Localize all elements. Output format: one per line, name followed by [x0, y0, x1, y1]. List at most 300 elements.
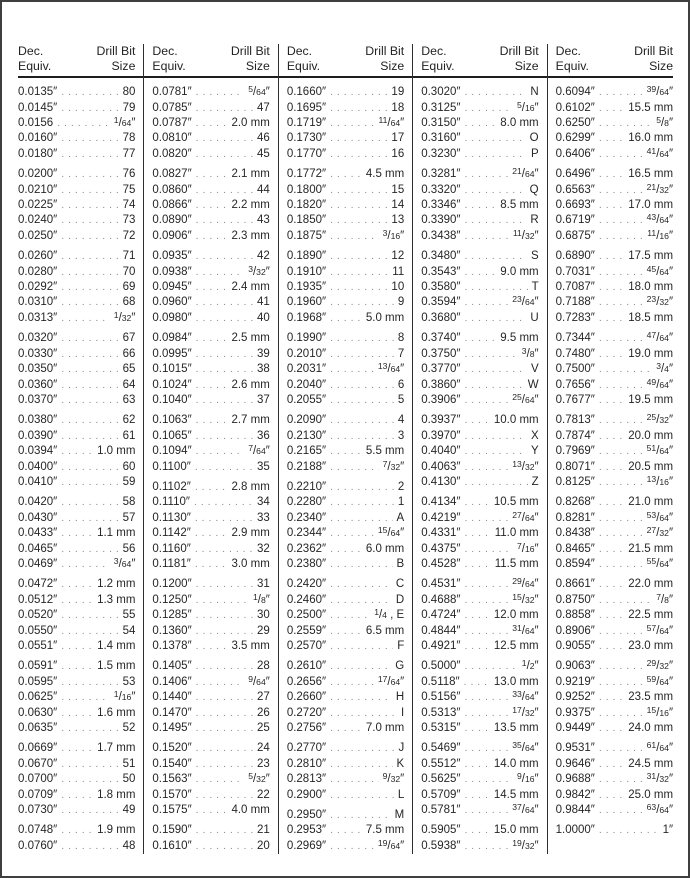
dot-leader	[61, 280, 118, 295]
decimal-equivalent-value: 0.2570″	[286, 640, 327, 652]
decimal-equivalent-value: 0.0320″	[18, 332, 58, 345]
dot-leader	[599, 772, 643, 787]
dot-leader	[330, 413, 394, 428]
dot-leader	[330, 311, 362, 326]
table-row	[287, 772, 404, 787]
dot-leader	[57, 116, 110, 131]
dot-leader	[61, 198, 118, 213]
dot-leader	[196, 741, 253, 756]
decimal-equivalent-value: 0.0820″	[152, 147, 192, 160]
drill-bit-size-value: $^3$/32″	[248, 263, 270, 278]
table-row	[287, 229, 404, 244]
decimal-equivalent-value: 0.9219″	[555, 675, 595, 688]
decimal-equivalent-value: 0.0630″	[18, 706, 58, 719]
dot-leader	[330, 706, 397, 721]
fraction-value: $^{51}$/64	[646, 442, 669, 458]
dot-leader	[61, 311, 110, 326]
dot-leader	[330, 393, 394, 408]
decimal-equivalent-value: 0.1110″	[152, 496, 190, 509]
table-row	[152, 741, 269, 756]
row-group	[152, 823, 269, 854]
decimal-equivalent-value: 0.0625″	[18, 691, 58, 704]
table-row	[152, 593, 269, 608]
dot-leader	[196, 101, 253, 116]
table-row	[18, 772, 135, 787]
drill-bit-size-value: 16.5 mm	[628, 168, 674, 181]
dot-leader	[330, 772, 379, 787]
dot-leader	[196, 295, 253, 310]
drill-bit-size-value: 17.5 mm	[628, 250, 674, 263]
dot-leader	[330, 757, 392, 772]
dot-leader	[330, 167, 362, 182]
drill-bit-size-value: 4	[397, 414, 405, 427]
dot-leader	[599, 280, 624, 295]
dot-leader	[61, 741, 93, 756]
drill-bit-size-value: $^7$/64″	[248, 442, 270, 458]
dot-leader	[464, 331, 496, 346]
fraction-value: $^5$/16	[517, 99, 535, 114]
decimal-equivalent-value: 0.5469″	[421, 742, 461, 755]
table-row	[18, 167, 135, 182]
drill-bit-size-value: 12	[391, 250, 405, 263]
drill-bit-size-value: 62	[122, 414, 136, 427]
drill-bit-size-value: $^{29}$/64″	[512, 576, 539, 591]
decimal-equivalent-value: 0.0730″	[18, 804, 58, 817]
decimal-equivalent-value: 0.1200″	[152, 578, 192, 591]
drill-bit-size-value: 19.0 mm	[628, 347, 674, 360]
dec-equiv-header	[18, 44, 51, 73]
decimal-equivalent-value: 0.4063″	[421, 460, 461, 473]
drill-bit-size-value: $^{47}$/64″	[646, 330, 674, 345]
fraction-value: $^{33}$/64	[512, 689, 535, 704]
dot-leader	[330, 460, 379, 475]
drill-bit-size-value: 57	[122, 511, 136, 524]
table-row	[18, 347, 135, 362]
drill-bit-size-value: $^9$/16″	[517, 771, 539, 786]
table-row	[421, 495, 538, 510]
drill-bit-size-value: 66	[122, 347, 136, 360]
fraction-value: $^{11}$/16	[647, 227, 669, 242]
drill-bit-size-value: 45	[257, 147, 270, 160]
table-row	[152, 495, 269, 510]
decimal-equivalent-value: 0.1181″	[152, 557, 191, 570]
table-row	[287, 295, 404, 310]
row-group	[556, 413, 673, 490]
dot-leader	[61, 839, 118, 854]
dot-leader	[599, 213, 643, 228]
fraction-value: $^1$/8	[252, 591, 266, 606]
table-row	[287, 839, 404, 854]
decimal-equivalent-value: 0.2380″	[286, 557, 327, 570]
decimal-equivalent-value: 0.2031″	[286, 363, 327, 376]
dot-leader	[61, 213, 118, 228]
table-row	[287, 608, 404, 623]
decimal-equivalent-value: 0.1160″	[152, 542, 191, 555]
drill-bit-size-header	[365, 44, 404, 73]
drill-bit-size-value: 61	[122, 429, 136, 442]
dot-leader	[330, 183, 387, 198]
decimal-equivalent-value: 0.4921″	[421, 640, 461, 652]
dot-leader	[61, 331, 118, 346]
drill-bit-size-value: 35	[257, 460, 270, 473]
drill-bit-size-value: 6.5 mm	[365, 624, 405, 637]
decimal-equivalent-value: 0.1100″	[152, 460, 191, 473]
table-row	[421, 706, 538, 721]
decimal-equivalent-value: 0.0292″	[18, 281, 58, 294]
table-row	[421, 265, 538, 280]
fraction-value: $^1$/4	[374, 607, 387, 622]
dot-leader	[196, 311, 253, 326]
dot-leader	[61, 265, 118, 280]
drill-bit-size-value: 55	[122, 609, 136, 622]
drill-bit-size-value: 32	[257, 542, 270, 555]
decimal-equivalent-value: 0.1360″	[152, 624, 192, 637]
drill-bit-size-value: $^{11}$/16″	[647, 227, 674, 242]
row-group	[556, 85, 673, 162]
size-header-line2: Size	[245, 58, 270, 73]
drill-bit-size-value: H	[395, 691, 405, 704]
drill-bit-size-value: 8.5 mm	[500, 199, 539, 212]
drill-bit-size-value: $^{15}$/32″	[512, 591, 539, 606]
row-group	[421, 495, 538, 572]
table-row	[152, 639, 269, 654]
dot-leader	[599, 183, 643, 198]
table-row	[287, 331, 404, 346]
dot-leader	[330, 213, 387, 228]
row-group	[556, 331, 673, 408]
table-row	[152, 280, 269, 295]
fraction-value: $^{21}$/64	[512, 166, 535, 181]
dot-leader	[61, 429, 118, 444]
dot-leader	[599, 265, 643, 280]
drill-bit-size-value: 15.0 mm	[493, 824, 539, 837]
drill-bit-size-value: $^5$/64″	[248, 84, 270, 99]
table-row	[152, 331, 269, 346]
decimal-equivalent-value: 0.1015″	[152, 363, 192, 376]
decimal-equivalent-value: 0.0350″	[18, 363, 58, 376]
dot-leader	[196, 823, 253, 838]
table-row	[18, 249, 135, 264]
table-row	[152, 347, 269, 362]
dot-leader	[464, 721, 489, 736]
dot-leader	[196, 608, 253, 623]
decimal-equivalent-value: 0.0394″	[18, 445, 58, 458]
dot-leader	[599, 511, 643, 526]
fraction-value: $^5$/64	[248, 84, 266, 99]
row-group	[18, 741, 135, 818]
decimal-equivalent-value: 0.3543″	[421, 265, 461, 278]
dot-leader	[196, 757, 253, 772]
table-row	[287, 823, 404, 838]
dot-leader	[464, 183, 525, 198]
dot-leader	[195, 460, 253, 475]
drill-bit-size-value: 1.7 mm	[97, 742, 136, 755]
drill-bit-size-value: 2.8 mm	[231, 480, 270, 493]
decimal-equivalent-value: 0.3390″	[421, 214, 461, 227]
drill-bit-size-value: $^3$/8″	[521, 345, 539, 360]
drill-bit-size-value: 14.0 mm	[493, 757, 539, 770]
fraction-value: $^{47}$/64	[646, 330, 669, 345]
decimal-equivalent-value: 0.1378″	[152, 640, 192, 652]
row-group	[152, 331, 269, 408]
table-row	[421, 116, 538, 131]
drill-bit-size-value: $^{23}$/64″	[512, 294, 539, 309]
dot-leader	[196, 772, 245, 787]
drill-bit-size-value: 29	[257, 624, 270, 637]
dot-leader	[61, 608, 118, 623]
dot-leader	[464, 167, 508, 182]
decimal-equivalent-value: 0.0390″	[18, 429, 58, 442]
decimal-equivalent-value: 0.1520″	[152, 742, 192, 755]
table-row	[556, 706, 673, 721]
decimal-equivalent-value: 0.1960″	[286, 296, 327, 309]
dot-leader	[61, 495, 118, 510]
drill-bit-size-value: 11	[392, 265, 405, 278]
fraction-value: $^{53}$/64	[646, 509, 669, 524]
dec-header-line1: Dec.	[152, 44, 178, 58]
table-row	[152, 101, 269, 116]
drill-bit-size-value: $^3$/4″	[656, 360, 674, 376]
size-header-line1: Drill Bit	[96, 44, 136, 58]
drill-bit-size-value: 46	[257, 132, 270, 145]
dot-leader	[196, 639, 228, 654]
table-row	[18, 511, 135, 526]
table-row	[421, 331, 538, 346]
table-row	[556, 475, 673, 490]
fraction-value: $^3$/8	[521, 345, 535, 360]
drill-bit-size-value: 24.0 mm	[628, 722, 674, 735]
table-row	[18, 823, 135, 838]
dot-leader	[196, 706, 253, 721]
drill-bit-size-value: $^{51}$/64″	[646, 442, 674, 458]
dot-leader	[599, 167, 624, 182]
dot-leader	[464, 213, 526, 228]
table-row	[18, 639, 135, 654]
decimal-equivalent-value: 0.0465″	[18, 542, 58, 555]
decimal-equivalent-value: 0.6693″	[555, 199, 595, 212]
dot-leader	[464, 429, 526, 444]
table-row	[421, 249, 538, 264]
decimal-equivalent-value: 0.8438″	[555, 527, 595, 540]
dot-leader	[464, 608, 489, 623]
drill-bit-size-value: A	[396, 511, 405, 524]
row-group	[18, 85, 135, 162]
drill-bit-size-value: $^{23}$/32″	[646, 294, 674, 309]
drill-bit-size-value: $^{19}$/32″	[512, 837, 539, 852]
decimal-equivalent-value: 0.0520″	[18, 609, 58, 622]
fraction-value: $^5$/32	[248, 771, 266, 786]
drill-bit-size-value: N	[530, 86, 539, 99]
decimal-equivalent-value: 0.8661″	[555, 578, 595, 591]
fraction-value: $^7$/32	[382, 458, 401, 473]
dot-leader	[330, 280, 387, 295]
drill-bit-size-value: 11.0 mm	[494, 527, 539, 540]
table-row	[152, 198, 269, 213]
table-row	[152, 116, 269, 131]
table-row	[152, 429, 269, 444]
drill-bit-size-value: 65	[122, 363, 136, 376]
decimal-equivalent-value: 0.0945″	[152, 281, 192, 294]
decimal-equivalent-value: 0.2810″	[286, 757, 327, 770]
dot-leader	[196, 429, 253, 444]
dot-leader	[599, 608, 624, 623]
table-row	[18, 675, 135, 690]
drill-bit-size-value: 75	[122, 183, 136, 196]
dot-leader	[464, 295, 508, 310]
drill-bit-size-value: 13	[391, 214, 405, 227]
table-row	[556, 101, 673, 116]
dot-leader	[196, 393, 253, 408]
table-row	[287, 788, 404, 803]
dot-leader	[196, 229, 228, 244]
row-group	[287, 85, 404, 162]
table-row	[556, 131, 673, 146]
drill-bit-size-value: 2.6 mm	[231, 378, 270, 391]
drill-bit-size-value: 1	[397, 496, 405, 509]
dot-leader	[599, 706, 643, 721]
table-row	[421, 577, 538, 592]
table-row	[421, 839, 538, 854]
table-row	[421, 101, 538, 116]
table-row	[18, 85, 135, 100]
drill-bit-size-value: 9.5 mm	[500, 332, 539, 345]
dot-leader	[599, 542, 624, 557]
decimal-equivalent-value: 0.0200″	[18, 168, 58, 181]
decimal-equivalent-value: 0.8906″	[555, 624, 595, 637]
decimal-equivalent-value: 0.1563″	[152, 773, 192, 786]
decimal-equivalent-value: 0.0709″	[18, 788, 58, 801]
decimal-equivalent-value: 0.0135″	[18, 86, 58, 99]
drill-bit-size-value: 1.1 mm	[97, 527, 136, 540]
table-row	[556, 265, 673, 280]
table-row	[18, 788, 135, 803]
dot-leader	[464, 495, 489, 510]
size-header-line1: Drill Bit	[230, 44, 270, 58]
dot-leader	[196, 721, 253, 736]
decimal-equivalent-value: 0.0995″	[152, 347, 192, 360]
drill-bit-size-value: I	[401, 706, 405, 719]
fraction-value: $^3$/4	[656, 360, 669, 376]
dot-leader	[196, 198, 228, 213]
row-group	[18, 577, 135, 654]
table-row	[18, 757, 135, 772]
decimal-equivalent-value: 0.0430″	[18, 511, 58, 524]
dot-leader	[464, 772, 513, 787]
table-row	[152, 772, 269, 787]
chart-columns	[18, 44, 673, 854]
dec-header-line2: Equiv.	[18, 58, 52, 73]
decimal-equivalent-value: 0.0810″	[152, 132, 192, 145]
table-row	[287, 526, 404, 541]
dot-leader	[330, 495, 394, 510]
table-row	[18, 229, 135, 244]
table-row	[556, 577, 673, 592]
decimal-equivalent-value: 0.0866″	[152, 199, 192, 212]
dot-leader	[196, 378, 228, 393]
decimal-equivalent-value: 0.1250″	[152, 593, 192, 606]
dot-leader	[599, 393, 624, 408]
decimal-equivalent-value: 0.4375″	[421, 542, 461, 555]
decimal-equivalent-value: 0.0433″	[18, 527, 58, 540]
dot-leader	[196, 183, 253, 198]
dot-leader	[330, 378, 394, 393]
fraction-value: $^{13}$/64	[377, 360, 401, 376]
decimal-equivalent-value: 0.9252″	[555, 691, 595, 704]
decimal-equivalent-value: 0.1406″	[152, 675, 192, 688]
table-row	[287, 460, 404, 475]
drill-bit-size-value: 26	[257, 706, 270, 719]
drill-bit-size-value: 49	[122, 804, 136, 817]
dot-leader	[195, 511, 253, 526]
dot-leader	[330, 249, 387, 264]
decimal-equivalent-value: 0.3970″	[421, 429, 461, 442]
dot-leader	[464, 147, 526, 162]
fraction-value: $^{29}$/64	[512, 576, 535, 591]
decimal-equivalent-value: 0.0310″	[18, 296, 58, 309]
table-row	[556, 757, 673, 772]
decimal-equivalent-value: 0.2969″	[286, 839, 327, 852]
table-row	[556, 198, 673, 213]
decimal-equivalent-value: 0.2130″	[286, 429, 327, 442]
table-row	[152, 362, 269, 377]
dot-leader	[61, 347, 118, 362]
dot-leader	[599, 347, 624, 362]
fraction-value: $^1$/2	[521, 658, 535, 673]
table-row	[287, 311, 404, 326]
decimal-equivalent-value: 0.7874″	[555, 429, 595, 442]
drill-bit-size-value: 28	[257, 660, 270, 673]
drill-bit-size-header	[634, 44, 673, 73]
decimal-equivalent-value: 0.0420″	[18, 496, 58, 509]
dot-leader	[61, 639, 93, 654]
dot-leader	[599, 475, 643, 490]
decimal-equivalent-value: 0.2090″	[286, 414, 327, 427]
drill-bit-size-value: 25.0 mm	[628, 788, 674, 801]
table-row	[287, 362, 404, 377]
drill-bit-size-value: $^5$/16″	[517, 99, 539, 114]
table-row	[152, 839, 269, 854]
table-row	[18, 542, 135, 557]
chart-column-3	[278, 44, 412, 854]
decimal-equivalent-value: 0.0380″	[18, 414, 58, 427]
dot-leader	[464, 101, 513, 116]
decimal-equivalent-value: 0.3860″	[421, 378, 461, 391]
dot-leader	[330, 429, 394, 444]
dot-leader	[464, 542, 513, 557]
drill-bit-size-value: 7	[397, 347, 405, 360]
dot-leader	[330, 362, 374, 377]
table-row	[421, 229, 538, 244]
decimal-equivalent-value: 0.2188″	[286, 460, 327, 473]
dot-leader	[330, 608, 370, 623]
table-row	[421, 167, 538, 182]
table-row	[152, 229, 269, 244]
decimal-equivalent-value: 0.0145″	[18, 101, 58, 114]
drill-bit-size-value: 21	[257, 824, 270, 837]
table-row	[287, 101, 404, 116]
dot-leader	[599, 593, 652, 608]
fraction-value: $^{15}$/64	[377, 524, 401, 540]
decimal-equivalent-value: 0.0260″	[18, 250, 58, 263]
table-row	[152, 823, 269, 838]
drill-bit-size-value: $^3$/16″	[382, 227, 405, 242]
decimal-equivalent-value: 0.2500″	[286, 609, 327, 622]
dot-leader	[195, 557, 228, 572]
drill-bit-size-value: 1.8 mm	[97, 788, 136, 801]
dot-leader	[464, 577, 508, 592]
decimal-equivalent-value: 0.1719″	[286, 117, 327, 129]
decimal-equivalent-value: 0.0860″	[152, 183, 192, 196]
